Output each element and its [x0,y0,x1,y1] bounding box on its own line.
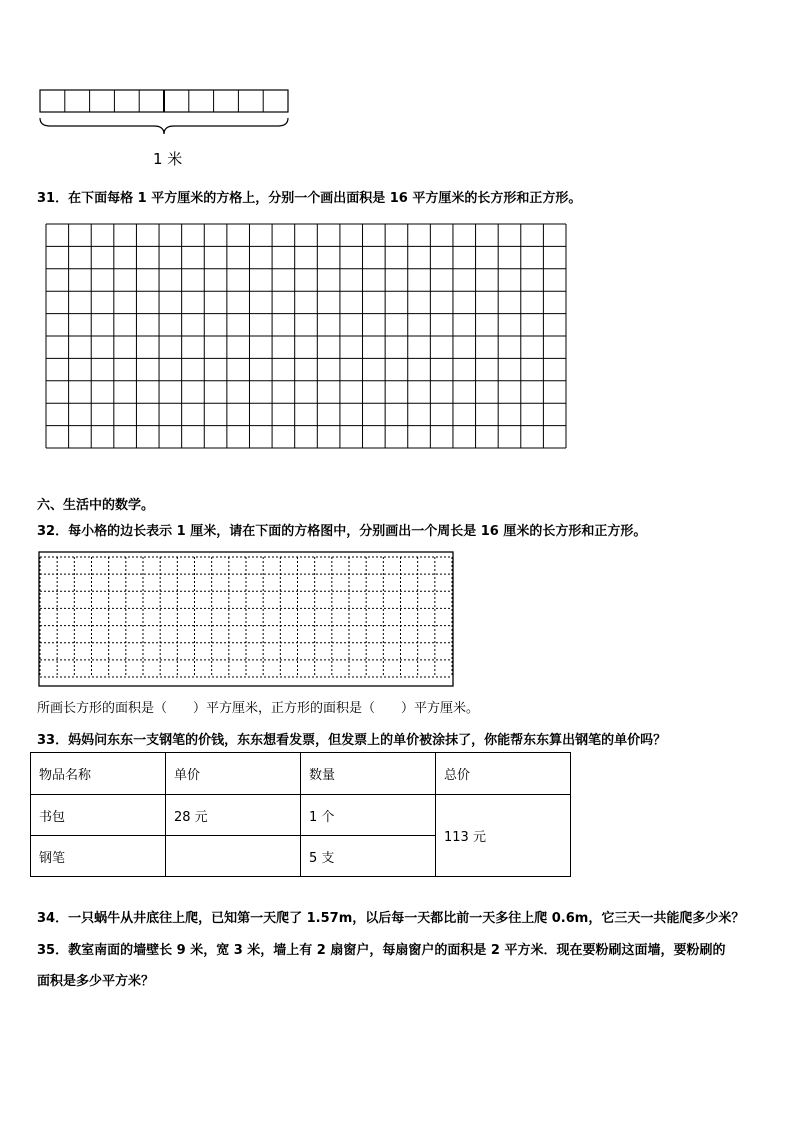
question-31: 31．在下面每格 1 平方厘米的方格上，分别一个画出面积是 16 平方厘米的长方形和正方形。 [37,191,582,206]
header-cell: 物品名称 [31,753,166,795]
header-cell: 总价 [436,753,571,795]
header-cell: 数量 [301,753,436,795]
table-cell [166,836,301,877]
question-32: 32．每小格的边长表示 1 厘米，请在下面的方格图中，分别画出一个周长是 16 厘米的长方形和正方形。 [37,524,647,539]
ruler-figure [38,88,294,138]
total-cell: 113 元 [436,795,571,877]
table-row [31,753,571,795]
dotted-grid-32 [38,551,454,687]
header-cell: 单价 [166,753,301,795]
ruler-ticks [65,90,263,112]
section-6-title: 六、生活中的数学。 [37,498,155,513]
table-cell: 28 元 [166,795,301,836]
question-35-line-1: 35．教室南面的墙壁长 9 米，宽 3 米，墙上有 2 扇窗户，每扇窗户的面积是 2 平方米．现在要粉刷这面墙，要粉刷的 [37,943,726,958]
invoice-table [30,752,571,877]
square-grid-31 [44,222,568,450]
question-34: 34．一只蜗牛从井底往上爬，已知第一天爬了 1.57m，以后每一天都比前一天多往上爬 0.6m，它三天一共能爬多少米？ [37,911,745,926]
table-cell: 钢笔 [31,836,166,877]
table-row [31,795,571,836]
question-32-answer-line: 所画长方形的面积是（ ）平方厘米，正方形的面积是（ ）平方厘米。 [37,701,480,716]
question-35-line-2: 面积是多少平方米？ [37,974,155,989]
question-33: 33．妈妈问东东一支钢笔的价钱，东东想看发票，但发票上的单价被涂抹了，你能帮东东算出钢笔的单价吗？ [37,733,667,748]
table-cell: 5 支 [301,836,436,877]
ruler-label: 1 米 [153,150,183,168]
table-cell: 书包 [31,795,166,836]
brace-icon [40,118,288,134]
table-cell: 1 个 [301,795,436,836]
